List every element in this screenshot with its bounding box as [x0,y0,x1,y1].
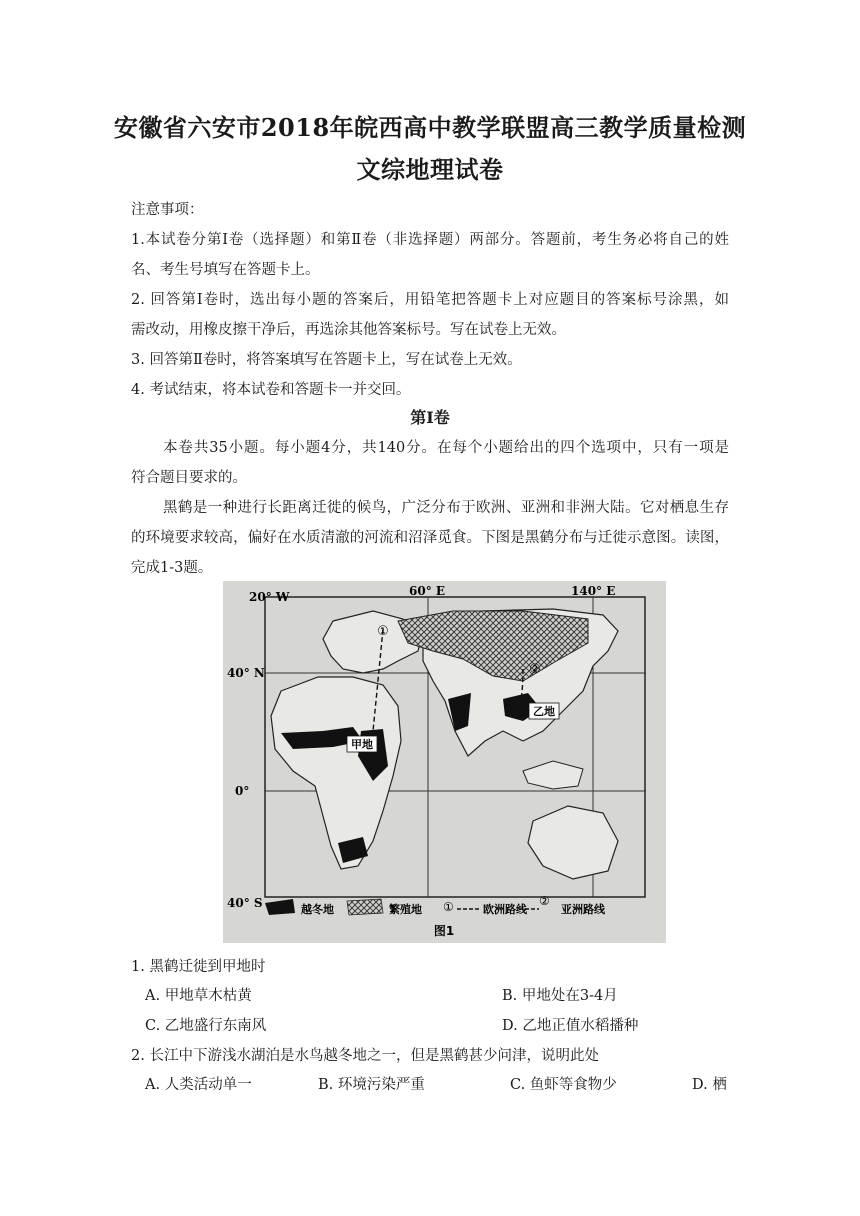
notice-heading: 注意事项： [131,202,204,218]
migration-map [223,581,666,943]
question-option: A. 甲地草木枯黄 [145,988,252,1004]
notice-line: 3. 回答第Ⅱ卷时，将答案填写在答题卡上，写在试卷上无效。 [131,352,522,368]
exam-title: 安徽省六安市2018年皖西高中教学联盟高三教学质量检测 [113,113,747,142]
australia-landmass [528,806,618,879]
question-option: C. 鱼虾等食物少 [510,1077,617,1093]
migration-map-figure [223,581,666,943]
question-option: B. 环境污染严重 [318,1077,425,1093]
question-option: A. 人类活动单一 [145,1077,252,1093]
question-option: B. 甲地处在3-4月 [502,988,618,1004]
question-option: D. 乙地正值水稻播种 [502,1018,639,1034]
section-title: 第Ⅰ卷 [410,408,450,427]
legend-europe-route-label: 欧洲路线 [483,903,527,916]
place-label-yi: 乙地 [533,705,555,718]
legend-breeding-label: 繁殖地 [389,903,422,916]
lat-label-40n: 40° N [227,666,265,680]
exam-subtitle: 文综地理试卷 [356,155,504,184]
question-option: D. 栖 [692,1077,727,1093]
legend-route-1-marker: ① [443,900,454,914]
lon-label-60e: 60° E [409,584,446,598]
legend-wintering-swatch [265,899,295,915]
lon-label-140e: 140° E [571,584,616,598]
passage-line: 的环境要求较高，偏好在水质清澈的河流和沼泽觅食。下图是黑鹤分布与迁徙示意图。读图， [131,530,729,546]
passage-line: 黑鹤是一种进行长距离迁徙的候鸟，广泛分布于欧洲、亚洲和非洲大陆。它对栖息生存 [163,500,729,516]
notice-line: 名、考生号填写在答题卡上。 [131,262,320,278]
question-option: C. 乙地盛行东南风 [145,1018,267,1034]
notice-line: 需改动，用橡皮擦干净后，再选涂其他答案标号。写在试卷上无效。 [131,322,566,338]
legend-route-2-marker: ② [539,894,550,908]
lat-label-0: 0° [235,784,250,798]
island-landmass [523,761,583,789]
figure-caption: 图1 [433,924,455,938]
notice-line: 1.本试卷分第Ⅰ卷（选择题）和第Ⅱ卷（非选择题）两部分。答题前，考生务必将自己的姓 [131,232,729,248]
passage-line: 完成1-3题。 [131,560,213,576]
legend-wintering-label: 越冬地 [301,903,334,916]
africa-landmass [271,677,401,869]
lon-label-20w: 20° W [249,590,290,604]
lat-label-40s: 40° S [227,896,263,910]
route-marker-2: ② [529,662,541,677]
route-marker-1: ① [377,624,389,639]
legend-breeding-swatch [347,899,383,915]
question-stem: 1. 黑鹤迁徙到甲地时 [131,959,266,975]
section-intro-line: 符合题目要求的。 [131,470,247,486]
legend-asia-route-label: 亚洲路线 [561,903,605,916]
section-intro-line: 本卷共35小题。每小题4分，共140分。在每个小题给出的四个选项中，只有一项是 [163,440,729,456]
question-stem: 2. 长江中下游浅水湖泊是水鸟越冬地之一，但是黑鹤甚少问津，说明此处 [131,1048,599,1064]
place-label-jia: 甲地 [351,738,373,751]
wintering-area [448,693,471,731]
notice-line: 4. 考试结束，将本试卷和答题卡一并交回。 [131,382,411,398]
notice-line: 2. 回答第Ⅰ卷时，选出每小题的答案后，用铅笔把答题卡上对应题目的答案标号涂黑，如 [131,292,729,308]
